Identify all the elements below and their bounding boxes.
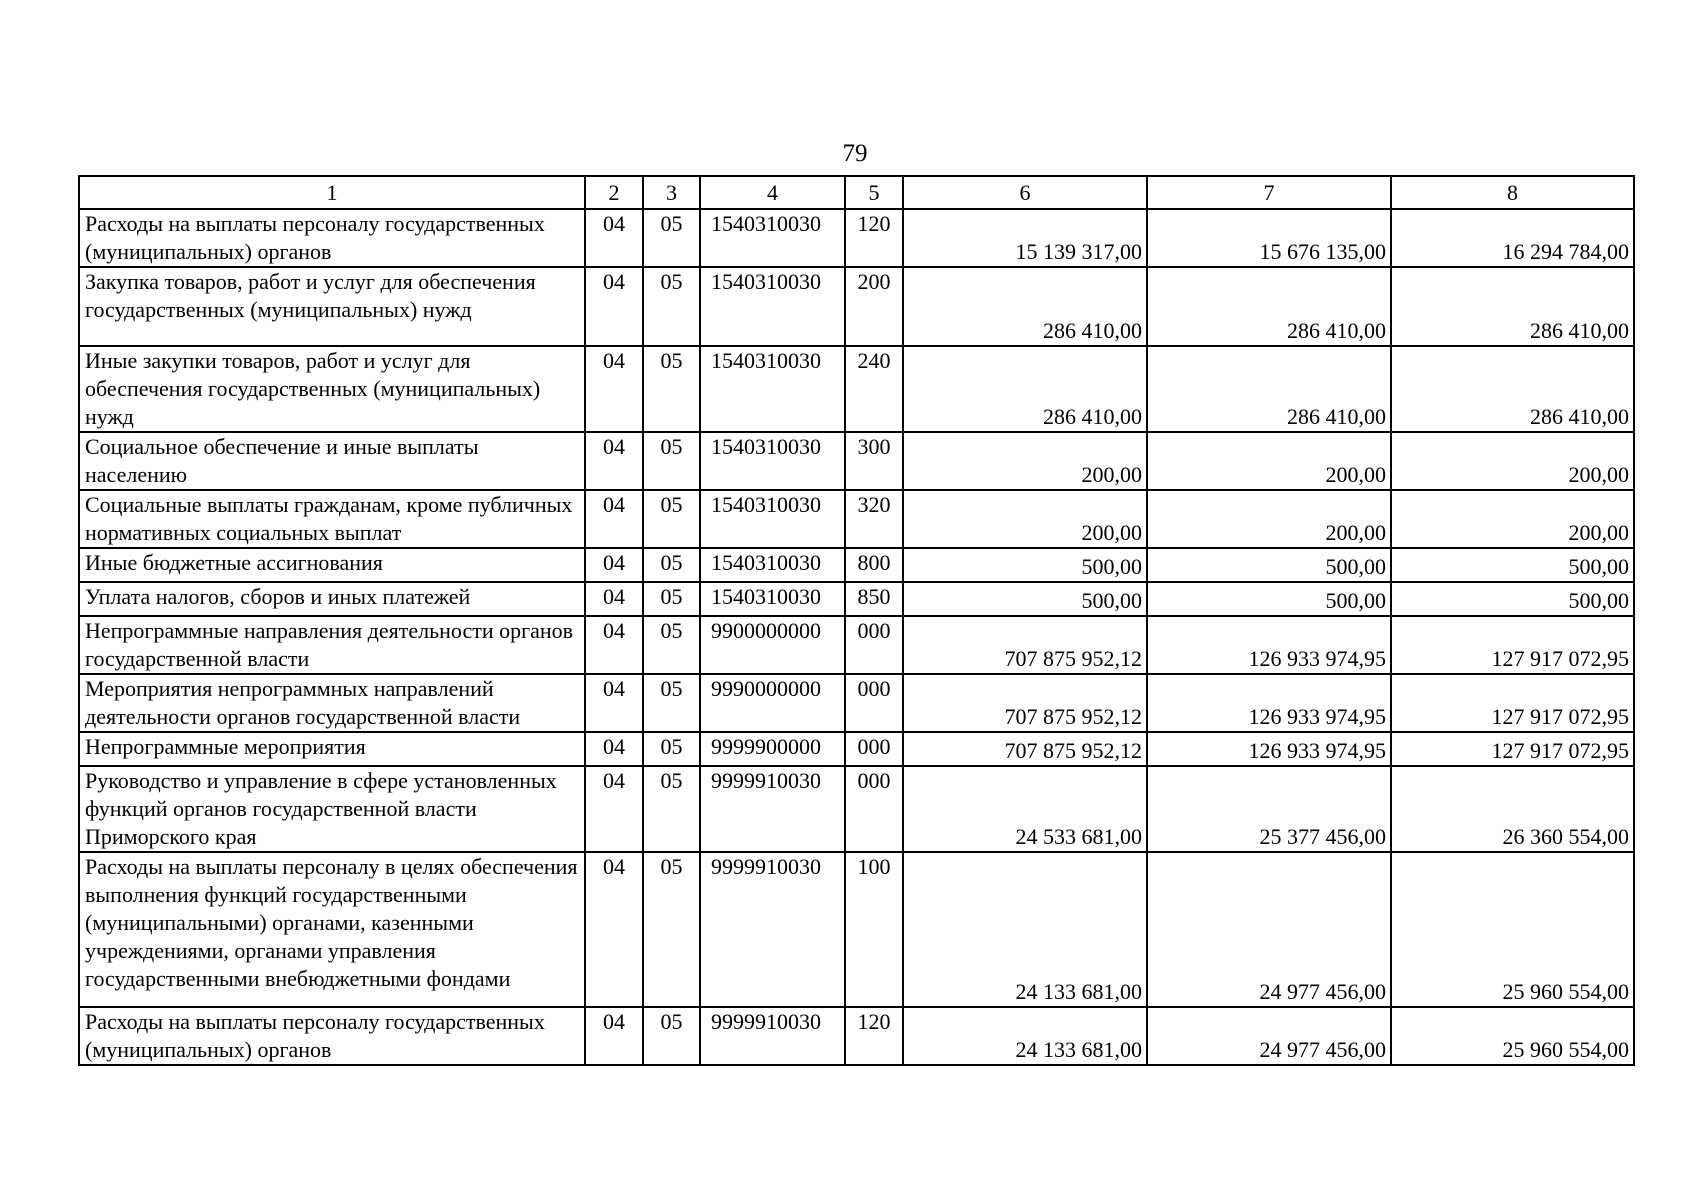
amount-cell: 200,00 xyxy=(903,432,1147,490)
target-article-code: 1540310030 xyxy=(700,432,845,490)
expense-type-code: 000 xyxy=(845,732,903,766)
table-row xyxy=(79,852,1634,1007)
expense-type-code: 000 xyxy=(845,766,903,852)
row-description: Мероприятия непрограммных направлений деятельности органов государственной власти xyxy=(79,674,585,732)
expense-type-code: 200 xyxy=(845,267,903,346)
section-code: 04 xyxy=(585,766,643,852)
row-description: Непрограммные направления деятельности органов государственной власти xyxy=(79,616,585,674)
amount-cell: 707 875 952,12 xyxy=(903,616,1147,674)
amount-cell: 286 410,00 xyxy=(903,346,1147,432)
subsection-code: 05 xyxy=(643,852,700,1007)
expense-type-code: 320 xyxy=(845,490,903,548)
row-description: Руководство и управление в сфере установленных функций органов государственной власти Приморского края xyxy=(79,766,585,852)
section-code: 04 xyxy=(585,732,643,766)
table-row xyxy=(79,490,1634,548)
table-row xyxy=(79,732,1634,766)
subsection-code: 05 xyxy=(643,432,700,490)
amount-cell: 286 410,00 xyxy=(903,267,1147,346)
target-article-code: 1540310030 xyxy=(700,209,845,267)
column-header: 5 xyxy=(845,176,903,209)
amount-cell: 25 377 456,00 xyxy=(1147,766,1391,852)
amount-cell: 200,00 xyxy=(1147,432,1391,490)
subsection-code: 05 xyxy=(643,346,700,432)
expense-type-code: 300 xyxy=(845,432,903,490)
amount-cell: 16 294 784,00 xyxy=(1391,209,1634,267)
expense-type-code: 120 xyxy=(845,209,903,267)
expense-type-code: 000 xyxy=(845,616,903,674)
column-header: 7 xyxy=(1147,176,1391,209)
amount-cell: 127 917 072,95 xyxy=(1391,732,1634,766)
target-article-code: 9999900000 xyxy=(700,732,845,766)
subsection-code: 05 xyxy=(643,582,700,616)
table-row xyxy=(79,1007,1634,1065)
amount-cell: 25 960 554,00 xyxy=(1391,852,1634,1007)
amount-cell: 500,00 xyxy=(1147,582,1391,616)
amount-cell: 24 133 681,00 xyxy=(903,852,1147,1007)
amount-cell: 24 133 681,00 xyxy=(903,1007,1147,1065)
amount-cell: 286 410,00 xyxy=(1391,346,1634,432)
target-article-code: 9999910030 xyxy=(700,1007,845,1065)
amount-cell: 24 533 681,00 xyxy=(903,766,1147,852)
row-description: Иные закупки товаров, работ и услуг для обеспечения государственных (муниципальных) нужд xyxy=(79,346,585,432)
amount-cell: 126 933 974,95 xyxy=(1147,616,1391,674)
amount-cell: 126 933 974,95 xyxy=(1147,732,1391,766)
table-row xyxy=(79,267,1634,346)
section-code: 04 xyxy=(585,852,643,1007)
amount-cell: 25 960 554,00 xyxy=(1391,1007,1634,1065)
column-header: 4 xyxy=(700,176,845,209)
target-article-code: 1540310030 xyxy=(700,490,845,548)
expense-type-code: 800 xyxy=(845,548,903,582)
target-article-code: 9990000000 xyxy=(700,674,845,732)
amount-cell: 500,00 xyxy=(1391,548,1634,582)
target-article-code: 1540310030 xyxy=(700,548,845,582)
section-code: 04 xyxy=(585,674,643,732)
target-article-code: 1540310030 xyxy=(700,582,845,616)
column-header: 8 xyxy=(1391,176,1634,209)
target-article-code: 9999910030 xyxy=(700,852,845,1007)
section-code: 04 xyxy=(585,267,643,346)
section-code: 04 xyxy=(585,490,643,548)
subsection-code: 05 xyxy=(643,674,700,732)
amount-cell: 286 410,00 xyxy=(1147,346,1391,432)
amount-cell: 24 977 456,00 xyxy=(1147,852,1391,1007)
section-code: 04 xyxy=(585,209,643,267)
amount-cell: 707 875 952,12 xyxy=(903,674,1147,732)
table-row xyxy=(79,674,1634,732)
row-description: Социальные выплаты гражданам, кроме публичных нормативных социальных выплат xyxy=(79,490,585,548)
section-code: 04 xyxy=(585,548,643,582)
target-article-code: 9900000000 xyxy=(700,616,845,674)
section-code: 04 xyxy=(585,616,643,674)
table-row xyxy=(79,616,1634,674)
amount-cell: 500,00 xyxy=(903,548,1147,582)
expense-type-code: 240 xyxy=(845,346,903,432)
column-header: 6 xyxy=(903,176,1147,209)
row-description: Расходы на выплаты персоналу в целях обеспечения выполнения функций государственными (муниципальными) органами, казенными учреждениями, органами управления государственными внебюджетными фондами xyxy=(79,852,585,1007)
row-description: Закупка товаров, работ и услуг для обеспечения государственных (муниципальных) нужд xyxy=(79,267,585,346)
subsection-code: 05 xyxy=(643,1007,700,1065)
page-number: 79 xyxy=(842,140,868,167)
target-article-code: 1540310030 xyxy=(700,267,845,346)
row-description: Иные бюджетные ассигнования xyxy=(79,548,585,582)
subsection-code: 05 xyxy=(643,267,700,346)
amount-cell: 500,00 xyxy=(903,582,1147,616)
amount-cell: 15 676 135,00 xyxy=(1147,209,1391,267)
amount-cell: 127 917 072,95 xyxy=(1391,674,1634,732)
table-row xyxy=(79,766,1634,852)
table-row xyxy=(79,548,1634,582)
table-row xyxy=(79,432,1634,490)
table-row xyxy=(79,346,1634,432)
amount-cell: 200,00 xyxy=(1391,432,1634,490)
target-article-code: 9999910030 xyxy=(700,766,845,852)
target-article-code: 1540310030 xyxy=(700,346,845,432)
amount-cell: 127 917 072,95 xyxy=(1391,616,1634,674)
section-code: 04 xyxy=(585,346,643,432)
column-header: 3 xyxy=(643,176,700,209)
amount-cell: 24 977 456,00 xyxy=(1147,1007,1391,1065)
amount-cell: 126 933 974,95 xyxy=(1147,674,1391,732)
column-header: 1 xyxy=(79,176,585,209)
table-row xyxy=(79,582,1634,616)
expense-type-code: 120 xyxy=(845,1007,903,1065)
row-description: Расходы на выплаты персоналу государственных (муниципальных) органов xyxy=(79,1007,585,1065)
subsection-code: 05 xyxy=(643,732,700,766)
row-description: Социальное обеспечение и иные выплаты населению xyxy=(79,432,585,490)
subsection-code: 05 xyxy=(643,490,700,548)
amount-cell: 500,00 xyxy=(1147,548,1391,582)
amount-cell: 26 360 554,00 xyxy=(1391,766,1634,852)
section-code: 04 xyxy=(585,432,643,490)
subsection-code: 05 xyxy=(643,548,700,582)
expense-type-code: 850 xyxy=(845,582,903,616)
subsection-code: 05 xyxy=(643,209,700,267)
amount-cell: 200,00 xyxy=(1147,490,1391,548)
column-header: 2 xyxy=(585,176,643,209)
amount-cell: 15 139 317,00 xyxy=(903,209,1147,267)
subsection-code: 05 xyxy=(643,616,700,674)
amount-cell: 286 410,00 xyxy=(1391,267,1634,346)
amount-cell: 286 410,00 xyxy=(1147,267,1391,346)
budget-table xyxy=(78,175,1635,1066)
row-description: Непрограммные мероприятия xyxy=(79,732,585,766)
amount-cell: 200,00 xyxy=(903,490,1147,548)
row-description: Расходы на выплаты персоналу государственных (муниципальных) органов xyxy=(79,209,585,267)
section-code: 04 xyxy=(585,1007,643,1065)
amount-cell: 200,00 xyxy=(1391,490,1634,548)
row-description: Уплата налогов, сборов и иных платежей xyxy=(79,582,585,616)
amount-cell: 500,00 xyxy=(1391,582,1634,616)
expense-type-code: 100 xyxy=(845,852,903,1007)
table-row xyxy=(79,209,1634,267)
header-row xyxy=(79,176,1634,209)
amount-cell: 707 875 952,12 xyxy=(903,732,1147,766)
section-code: 04 xyxy=(585,582,643,616)
expense-type-code: 000 xyxy=(845,674,903,732)
subsection-code: 05 xyxy=(643,766,700,852)
